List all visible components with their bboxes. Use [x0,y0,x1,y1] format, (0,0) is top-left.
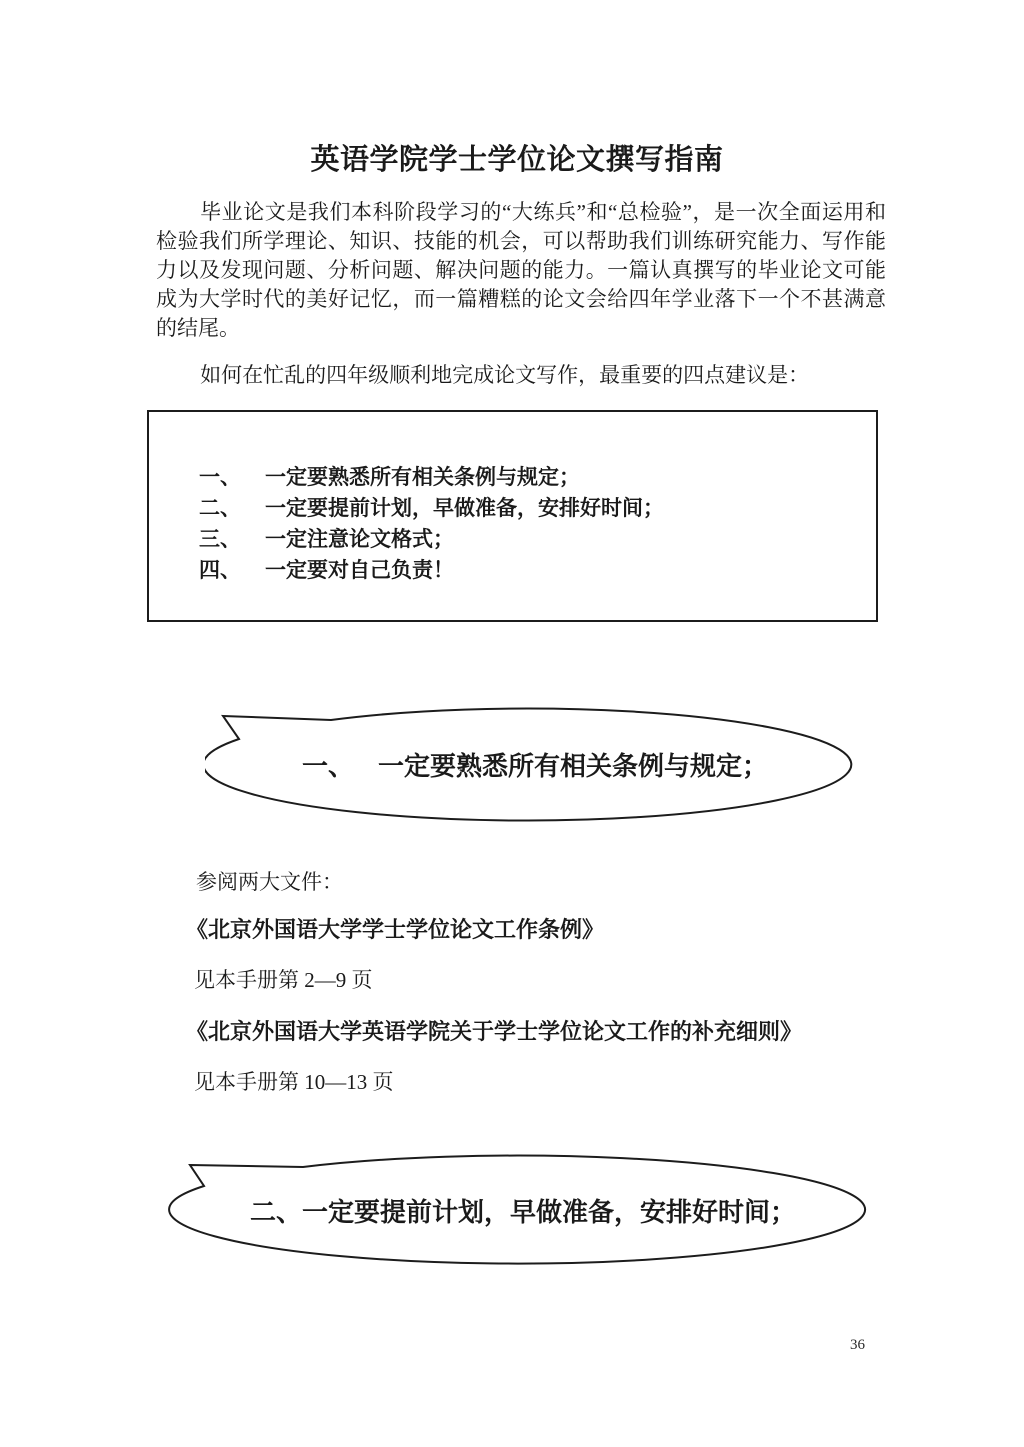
bubble-2-label: 二、一定要提前计划，早做准备，安排好时间； [249,1196,796,1227]
advice-box [147,410,878,622]
page-title: 英语学院学士学位论文撰写指南 [310,144,724,176]
advice-item-text: 一定注意论文格式； [265,528,454,551]
advice-item-number: 二、 [199,497,241,520]
intro-paragraph: 毕业论文是我们本科阶段学习的“大练兵”和“总检验”，是一次全面运用和检验我们所学理论、知识、技能的机会，可以帮助我们训练研究能力、写作能力以及发现问题、分析问题、解决问题的能力。一篇认真撰写的毕业论文可能成为大学时代的美好记忆，而一篇糟糕的论文会给四年学业落下一个不甚满意的结尾。 [156,200,886,340]
bubble-2-text [168,1153,868,1267]
advice-item-number: 四、 [199,559,241,582]
advice-item-text: 一定要提前计划，早做准备，安排好时间； [265,497,664,520]
advice-item-text: 一定要对自己负责！ [265,559,454,582]
bubble-1-text [205,706,855,822]
references-lead: 参阅两大文件： [196,870,343,894]
speech-bubble-2 [168,1153,868,1267]
advice-item [199,524,860,555]
reference-doc1-pages: 见本手册第 2—9 页 [194,968,373,992]
reference-doc2-title: 《北京外国语大学英语学院关于学士学位论文工作的补充细则》 [186,1019,803,1044]
advice-item-text: 一定要熟悉所有相关条例与规定； [265,466,580,489]
bubble-1-number: 一、 [301,750,354,781]
advice-item-number: 一、 [199,466,241,489]
speech-bubble-1 [205,706,855,822]
page-number: 36 [850,1337,865,1353]
advice-item [199,555,860,586]
advice-item [199,493,860,524]
reference-doc1-title: 《北京外国语大学学士学位论文工作条例》 [186,917,605,942]
bubble-1-label: 一定要熟悉所有相关条例与规定； [378,750,769,781]
advice-item-number: 三、 [199,528,241,551]
advice-list [199,462,860,586]
question-paragraph: 如何在忙乱的四年级顺利地完成论文写作，最重要的四点建议是： [200,363,810,387]
reference-doc2-pages: 见本手册第 10—13 页 [194,1070,394,1094]
advice-item [199,462,860,493]
